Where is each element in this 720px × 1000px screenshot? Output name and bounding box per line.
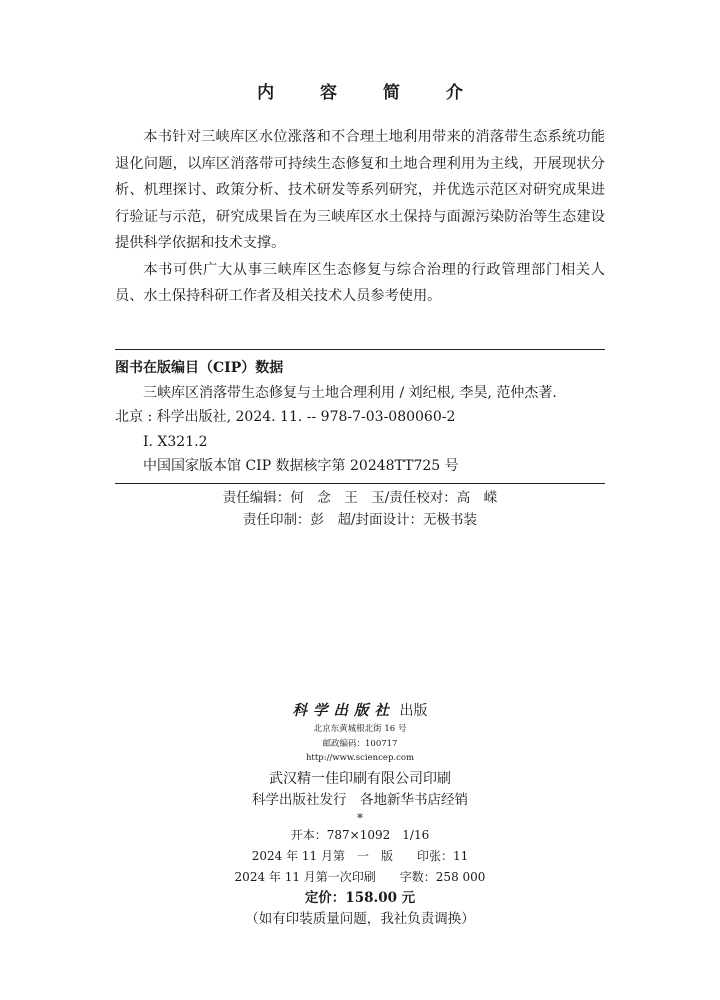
staff-line-editors: 责任编辑：何 念 王 玉/责任校对：高 嵘: [222, 490, 498, 506]
summary-paragraph-1: 本书针对三峡库区水位涨落和不合理土地利用带来的消落带生态系统功能退化问题，以库区消落带可持续生态修复和土地合理利用为主线，开展现状分析、机理探讨、政策分析、技术研发等系列研究，并优选示范区对研究成果进行验证与示范，研究成果旨在为三峡库区水土保持与面源污染防治等生态建设提供科学依据和技术支撑。: [115, 129, 605, 251]
cip-line-publication: 北京 : 科学出版社, 2024. 11. -- 978-7-03-080060-2: [115, 409, 456, 425]
publisher-postcode: 邮政编码：100717: [322, 738, 398, 749]
staff-line-production: 责任印制：彭 超/封面设计：无极书装: [242, 512, 478, 528]
edition-info: 2024 年 11 月第 一 版 印张：11: [251, 848, 469, 863]
distribution-info: 科学出版社发行 各地新华书店经销: [252, 791, 468, 808]
printing-info: 2024 年 11 月第一次印刷 字数：258 000: [234, 869, 486, 884]
editorial-staff: [115, 487, 605, 531]
cip-line-title: 三峡库区消落带生态修复与土地合理利用 / 刘纪根, 李昊, 范仲杰著.: [143, 384, 557, 401]
page-title: 内 容 简 介: [257, 83, 483, 103]
cip-line-record-number: 中国国家版本馆 CIP 数据核字第 20248TT725 号: [143, 458, 459, 474]
publisher-url: http://www.sciencep.com: [305, 753, 415, 763]
cip-line-classification: I. X321.2: [143, 433, 208, 450]
printer-name: 武汉精一佳印刷有限公司印刷: [269, 770, 451, 787]
book-format: 开本：787×1092 1/16: [290, 827, 430, 842]
publisher-name-line: [0, 700, 720, 722]
publisher-address: 北京东黄城根北街 16 号: [313, 724, 407, 734]
publisher-logo: 科学出版社: [292, 702, 396, 719]
separator-asterisk: *: [357, 810, 363, 825]
cip-data-block: [115, 349, 605, 484]
publisher-suffix: 出版: [399, 703, 428, 719]
content-summary: [115, 124, 605, 310]
book-price: 定价：158.00 元: [304, 889, 416, 906]
quality-note: （如有印装质量问题，我社负责调换）: [245, 910, 475, 927]
cip-heading: 图书在版编目（CIP）数据: [115, 360, 284, 376]
summary-paragraph-2: 本书可供广大从事三峡库区生态修复与综合治理的行政管理部门相关人员、水土保持科研工作者及相关技术人员参考使用。: [115, 261, 605, 304]
publisher-imprint: [0, 700, 720, 930]
